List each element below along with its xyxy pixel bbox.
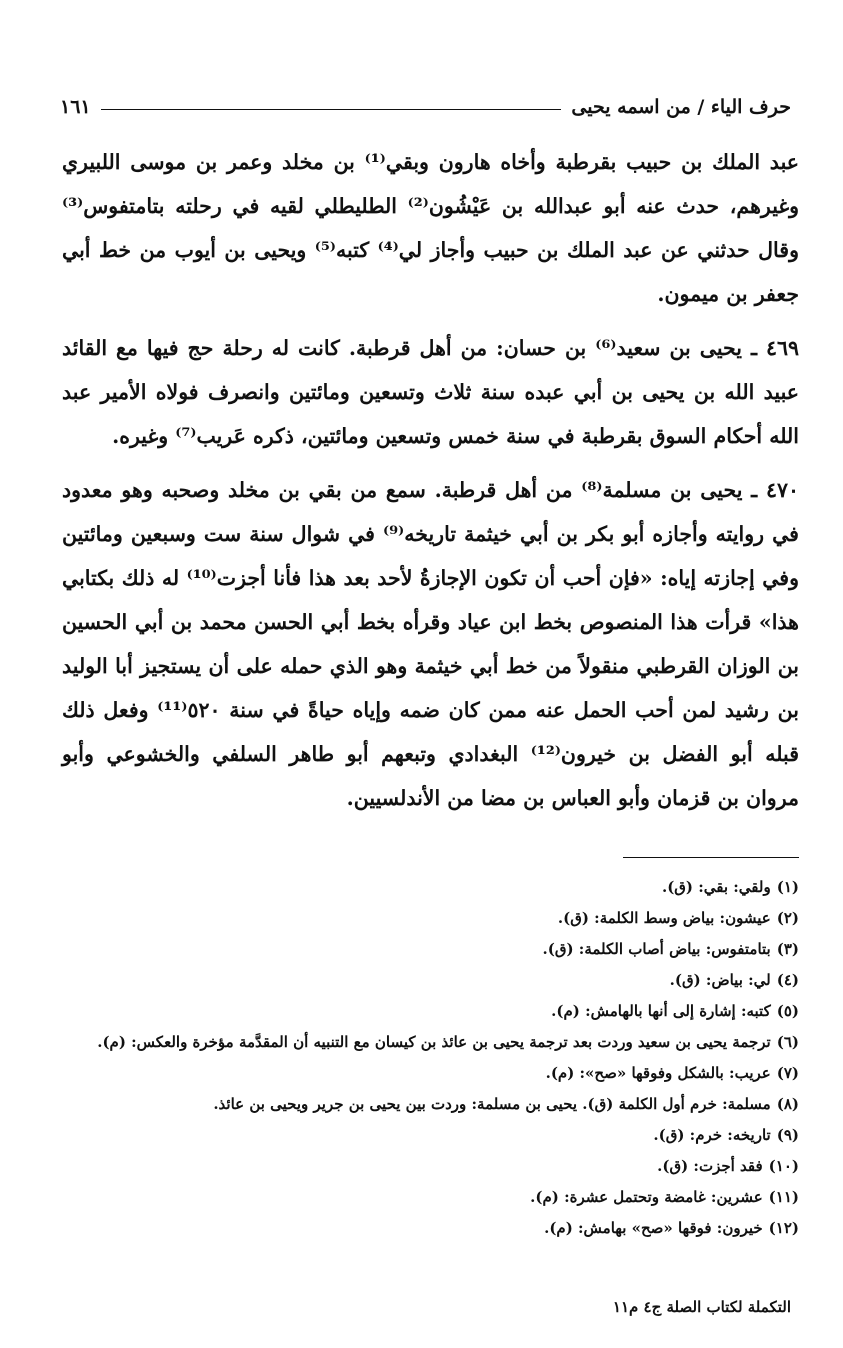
- footnote-number: (٨): [776, 1095, 799, 1113]
- paragraph-continuation: عبد الملك بن حبيب بقرطبة وأخاه هارون وبقي⁽¹⁾ بن مخلد وعمر بن موسى اللبيري وغيرهم، حدث عنه أبو عبدالله بن عَيْشُون⁽²⁾ الطليطلي لقيه في رحلته بتامتفوس⁽³⁾ وقال حدثني عن عبد الملك بن حبيب وأجاز لي⁽⁴⁾ كتبه⁽⁵⁾ ويحيى بن أيوب من خط أبي جعفر بن ميمون.: [62, 150, 799, 306]
- entry-469: ٤٦٩ ـ يحيى بن سعيد⁽⁶⁾ بن حسان: من أهل قرطبة. كانت له رحلة حج فيها مع القائد عبيد الله بن يحيى بن أبي عبده سنة ثلاث وتسعين ومائتين وانصرف فولاه الأمير عبد الله أحكام السوق بقرطبة في سنة خمس وتسعين ومائتين، ذكره عَريب⁽⁷⁾ وغيره.: [62, 336, 799, 448]
- footnote-item: [40, 903, 799, 934]
- footnote-text: عريب: بالشكل وفوقها «صح»: (م).: [545, 1064, 771, 1082]
- entry-470: ٤٧٠ ـ يحيى بن مسلمة⁽⁸⁾ من أهل قرطبة. سمع من بقي بن مخلد وصحبه وهو معدود في روايته وأجازه أبو بكر بن أبي خيثمة تاريخه⁽⁹⁾ في شوال سنة ست وسبعين ومائتين وفي إجازته إياه: «فإن أحب أن تكون الإجازةُ لأحد بعد هذا فأنا أجزت⁽¹⁰⁾ له ذلك بكتابي هذا» قرأت هذا المنصوص بخط ابن عياد وقرأه بخط أبي الحسن محمد بن أبي الحسين بن الوزان القرطبي منقولاً من خط أبي خيثمة وهو الذي حمله على أن يستجيز أبا الوليد بن رشيد لمن أحب الحمل عنه ممن كان ضمه وإياه حياةً في سنة ٥٢٠⁽¹¹⁾ وفعل ذلك قبله أبو الفضل بن خيرون⁽¹²⁾ البغدادي وتبعهم أبو طاهر السلفي والخشوعي وأبو مروان بن قزمان وأبو العباس بن مضا من الأندلسيين.: [62, 478, 800, 810]
- footnote-text: فقد أجزت: (ق).: [657, 1157, 763, 1175]
- footnote-number: (٦): [776, 1033, 799, 1051]
- footnote-item: [40, 1151, 799, 1182]
- footnote-number: (٩): [776, 1126, 799, 1144]
- footnote-text: بتامتفوس: بياض أصاب الكلمة: (ق).: [542, 940, 771, 958]
- footnote-text: خيرون: فوقها «صح» بهامش: (م).: [544, 1219, 763, 1237]
- header-rule: [101, 109, 562, 110]
- footnote-number: (٣): [776, 940, 799, 958]
- footnote-text: ترجمة يحيى بن سعيد وردت بعد ترجمة يحيى بن عائذ بن كيسان مع التنبيه أن المقدَّمة مؤخرة والعكس: (م).: [97, 1033, 771, 1051]
- footnote-item: [40, 1089, 799, 1120]
- footnote-number: (٢): [776, 909, 799, 927]
- footnote-text: لي: بياض: (ق).: [669, 971, 771, 989]
- footnote-item: [40, 1058, 799, 1089]
- footnote-number: (٥): [776, 1002, 799, 1020]
- footnote-item: [40, 872, 799, 903]
- footnote-item: [40, 1027, 799, 1058]
- footnote-text: ولقي: بقي: (ق).: [661, 878, 771, 896]
- footnote-text: كتبه: إشارة إلى أنها بالهامش: (م).: [551, 1002, 771, 1020]
- footnote-number: (١١): [768, 1188, 799, 1206]
- footnotes: [40, 872, 799, 1244]
- printer-signature: التكملة لكتاب الصلة ج٤ م١١: [612, 1298, 791, 1316]
- footnote-item: [40, 1182, 799, 1213]
- footnote-separator: [623, 857, 799, 858]
- footnote-item: [40, 996, 799, 1027]
- footnote-number: (١): [776, 878, 799, 896]
- footnote-number: (١٢): [768, 1219, 799, 1237]
- footnote-number: (٤): [776, 971, 799, 989]
- footnote-item: [40, 934, 799, 965]
- main-text: [62, 140, 799, 830]
- footnote-text: تاريخه: خرم: (ق).: [653, 1126, 771, 1144]
- page-number: ١٦١: [60, 96, 91, 118]
- footnote-text: عشرين: غامضة وتحتمل عشرة: (م).: [530, 1188, 763, 1206]
- footnote-item: [40, 1213, 799, 1244]
- footnote-text: مسلمة: خرم أول الكلمة (ق). يحيى بن مسلمة: وردت بين يحيى بن جرير ويحيى بن عائذ.: [213, 1095, 771, 1113]
- footnote-item: [40, 965, 799, 996]
- footnote-item: [40, 1120, 799, 1151]
- header-title: حرف الياء / من اسمه يحيى: [571, 96, 791, 118]
- running-header: [60, 84, 791, 118]
- footnote-number: (١٠): [768, 1157, 799, 1175]
- footnote-text: عيشون: بياض وسط الكلمة: (ق).: [557, 909, 771, 927]
- footnote-number: (٧): [776, 1064, 799, 1082]
